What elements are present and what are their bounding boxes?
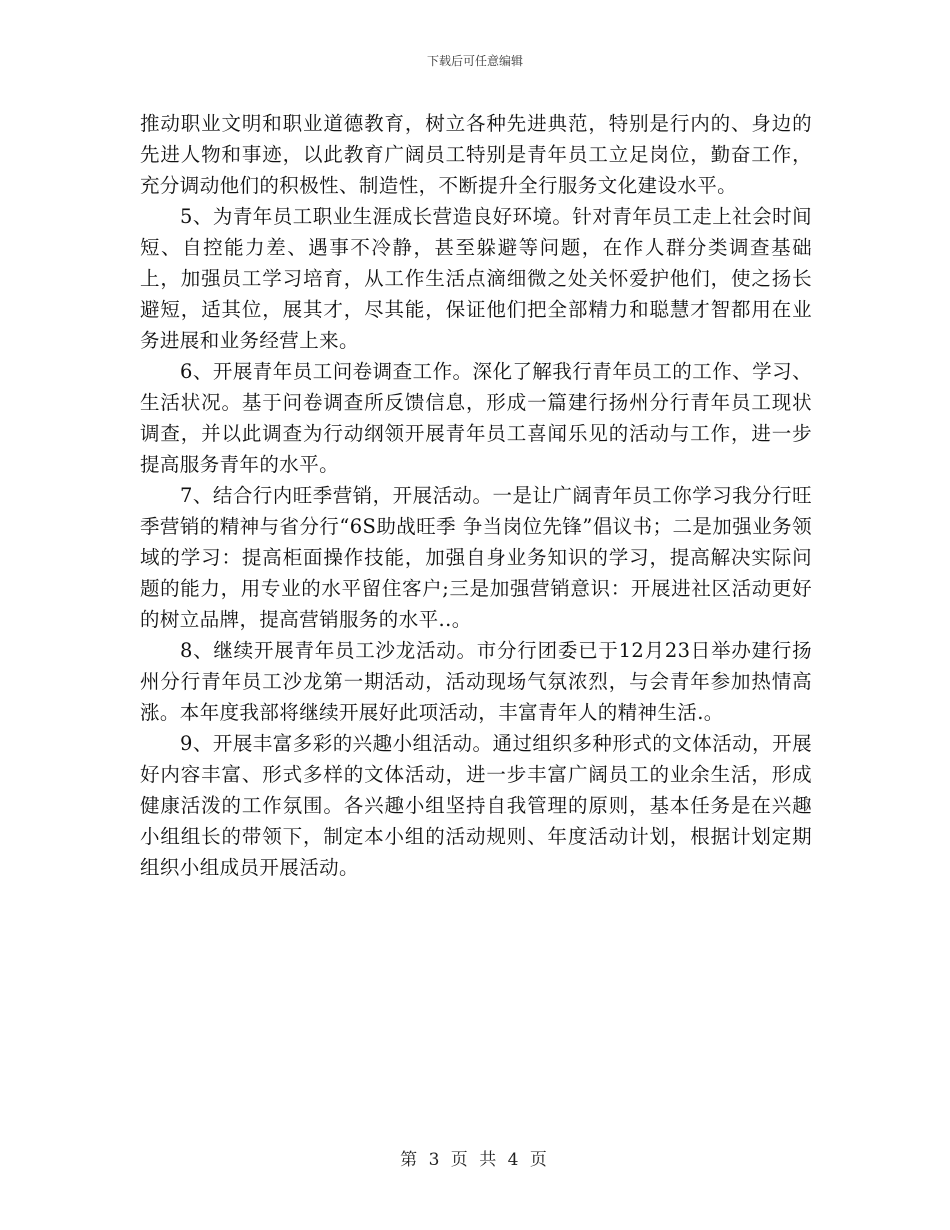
document-body bbox=[140, 108, 812, 883]
page-header: 下载后可任意编辑 bbox=[426, 54, 523, 68]
paragraph-item-8: 8、继续开展青年员工沙龙活动。市分行团委已于12月23日举办建行扬州分行青年员工沙龙第一期活动，活动现场气氛浓烈，与会青年参加热情高涨。本年度我部将继续开展好此项活动，丰富青年人的精神生活.。 bbox=[140, 639, 812, 724]
page-number: 第 3 页 共 4 页 bbox=[400, 1150, 550, 1170]
paragraph-item-5: 5、为青年员工职业生涯成长营造良好环境。针对青年员工走上社会时间短、自控能力差、遇事不冷静，甚至躲避等问题，在作人群分类调查基础上，加强员工学习培育，从工作生活点滴细微之处关怀爱护他们，使之扬长避短，适其位，展其才，尽其能，保证他们把全部精力和聪慧才智都用在业务进展和业务经营上来。 bbox=[140, 205, 812, 352]
paragraph-continuation: 推动职业文明和职业道德教育，树立各种先进典范，特别是行内的、身边的先进人物和事迹，以此教育广阔员工特别是青年员工立足岗位，勤奋工作，充分调动他们的积极性、制造性，不断提升全行服务文化建设水平。 bbox=[140, 112, 812, 197]
paragraph-item-7: 7、结合行内旺季营销，开展活动。一是让广阔青年员工你学习我分行旺季营销的精神与省分行“6S助战旺季 争当岗位先锋”倡议书；二是加强业务领域的学习：提高柜面操作技能，加强自身业务知识的学习，提高解决实际问题的能力，用专业的水平留住客户;三是加强营销意识：开展进社区活动更好的树立品牌，提高营销服务的水平..。 bbox=[140, 484, 812, 631]
paragraph-item-6: 6、开展青年员工问卷调查工作。深化了解我行青年员工的工作、学习、生活状况。基于问卷调查所反馈信息，形成一篇建行扬州分行青年员工现状调查，并以此调查为行动纲领开展青年员工喜闻乐见的活动与工作，进一步提高服务青年的水平。 bbox=[140, 360, 812, 476]
paragraph-item-9: 9、开展丰富多彩的兴趣小组活动。通过组织多种形式的文体活动，开展好内容丰富、形式多样的文体活动，进一步丰富广阔员工的业余生活，形成健康活泼的工作氛围。各兴趣小组坚持自我管理的原则，基本任务是在兴趣小组组长的带领下，制定本小组的活动规则、年度活动计划，根据计划定期组织小组成员开展活动。 bbox=[140, 732, 812, 879]
